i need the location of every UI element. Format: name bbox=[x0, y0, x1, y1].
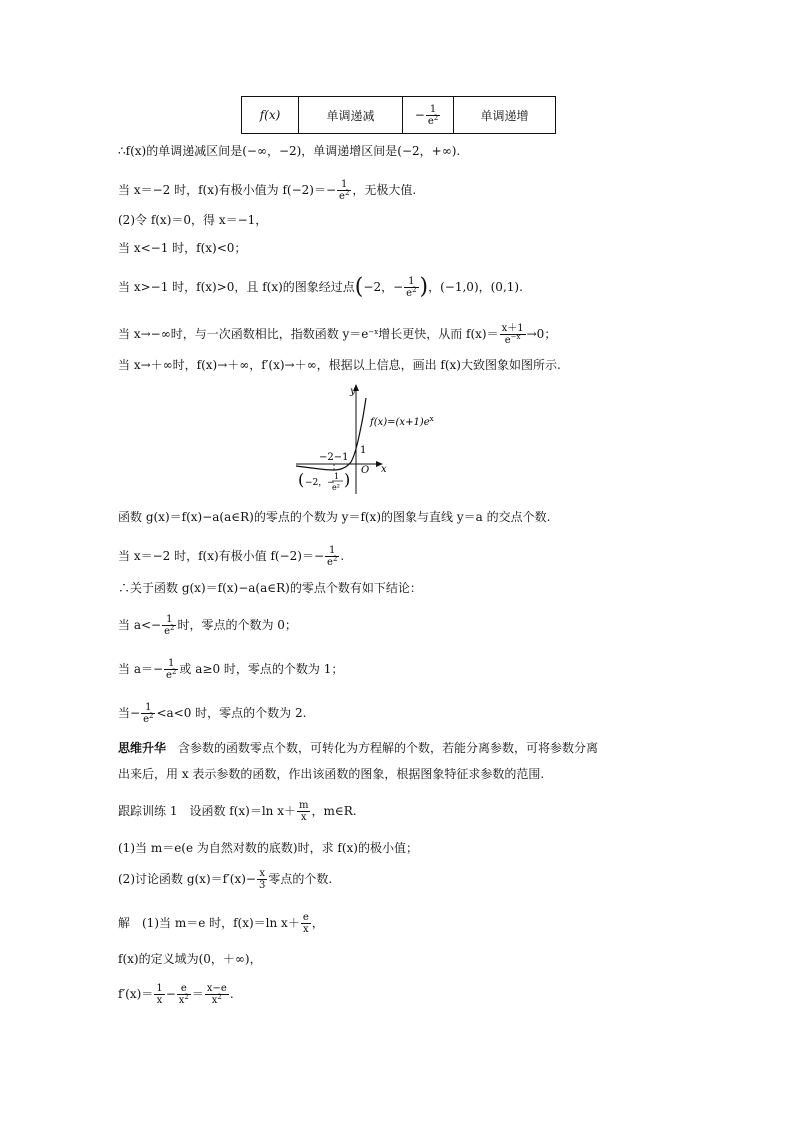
table-cell-fx: f(x) bbox=[242, 97, 299, 134]
y-label: y bbox=[350, 386, 356, 397]
one-label: 1 bbox=[360, 445, 367, 456]
line-summary-2: 出来后，用 x 表示参数的函数，作出该函数的图象，根据图象特征求参数的范围. bbox=[118, 767, 545, 781]
line-negative: 当 x<−1 时，f(x)<0； bbox=[118, 241, 247, 255]
table-cell-increasing: 单调递增 bbox=[454, 97, 556, 134]
point-den: e² bbox=[332, 483, 340, 492]
line-limit-pos: 当 x→＋∞时，f(x)→＋∞，f′(x)→＋∞，根据以上信息，画出 f(x)大致图象如图所示. bbox=[118, 358, 561, 372]
line-min-value-2: 当 x＝−2 时，f(x)有极小值 f(−2)＝− $\frac{1}{e^2}$ . bbox=[118, 545, 345, 568]
line-case-1: 当 a＝− $\frac{1}{e^2}$ 或 a≥0 时，零点的个数为 1； bbox=[118, 658, 344, 681]
line-positive: 当 x>−1 时，f(x)>0，且 f(x)的图象经过点(−2，− $\frac{1}{e^2}$ )，(−1,0)，(0,1). bbox=[118, 274, 523, 300]
line-domain: f(x)的定义域为(0，＋∞)， bbox=[118, 952, 262, 966]
table-cell-min-value: − $\frac{1}{e^2}$ bbox=[403, 97, 454, 134]
line-solution: 解 (1)当 m＝e 时，f(x)＝ln x＋ $\frac{e}{x}$ ， bbox=[118, 912, 324, 935]
line-min-value: 当 x＝−2 时，f(x)有极小值为 f(−2)＝− $\frac{1}{e^2}$ ，无极大值. bbox=[118, 179, 417, 202]
line-case-2: 当− $\frac{1}{e^2}$ <a<0 时，零点的个数为 2. bbox=[118, 702, 307, 725]
point-paren-left: ( bbox=[298, 470, 305, 489]
point-num: 1 bbox=[334, 472, 340, 481]
line-q1: (1)当 m＝e(e 为自然对数的底数)时，求 f(x)的极小值； bbox=[118, 841, 418, 855]
line-exercise: 跟踪训练 1 设函数 f(x)＝ln x＋ $\frac{m}{x}$ ，m∈R. bbox=[118, 800, 357, 823]
origin-label: O bbox=[361, 465, 370, 476]
ticks-label: −2−1 bbox=[319, 452, 349, 463]
line-intervals: ∴f(x)的单调递减区间是(−∞，−2)，单调递增区间是(−2，+∞). bbox=[118, 144, 461, 158]
line-summary-1: 思维升华 含参数的函数零点个数，可转化为方程解的个数，若能分离参数，可将参数分离 bbox=[118, 741, 599, 755]
line-part2: (2)令 f(x)＝0，得 x＝−1， bbox=[118, 213, 268, 227]
x-label: x bbox=[381, 464, 387, 475]
point-label: −2，− bbox=[305, 478, 335, 488]
point-paren-right: ) bbox=[344, 470, 351, 489]
function-graph bbox=[288, 382, 468, 500]
table-cell-decreasing: 单调递减 bbox=[299, 97, 403, 134]
line-q2: (2)讨论函数 g(x)＝f′(x)− $\frac{x}{3}$ 零点的个数. bbox=[118, 868, 333, 891]
line-limit-neg: 当 x→−∞时，与一次函数相比，指数函数 $y=e^{-x}$增长更快，从而 f(x)＝ $\frac{x+1}{e^{-x}}$ →0； bbox=[118, 323, 557, 346]
line-case-0: 当 a<− $\frac{1}{e^2}$ 时，零点的个数为 0； bbox=[118, 614, 297, 637]
line-conclusion: ∴关于函数 g(x)＝f(x)−a(a∈R)的零点个数有如下结论： bbox=[118, 581, 422, 595]
line-zeros-def: 函数 g(x)＝f(x)−a(a∈R)的零点的个数为 y＝f(x)的图象与直线 y＝a 的交点个数. bbox=[118, 510, 551, 524]
line-derivative: f′(x)＝ $\frac{1}{x}$ − $\frac{e}{x^2}$ ＝ $\frac{x-e}{x^2}$ . bbox=[118, 983, 234, 1006]
function-label: $f(x)=(x+1)e^x$ bbox=[370, 415, 434, 428]
monotonicity-table bbox=[241, 96, 556, 134]
